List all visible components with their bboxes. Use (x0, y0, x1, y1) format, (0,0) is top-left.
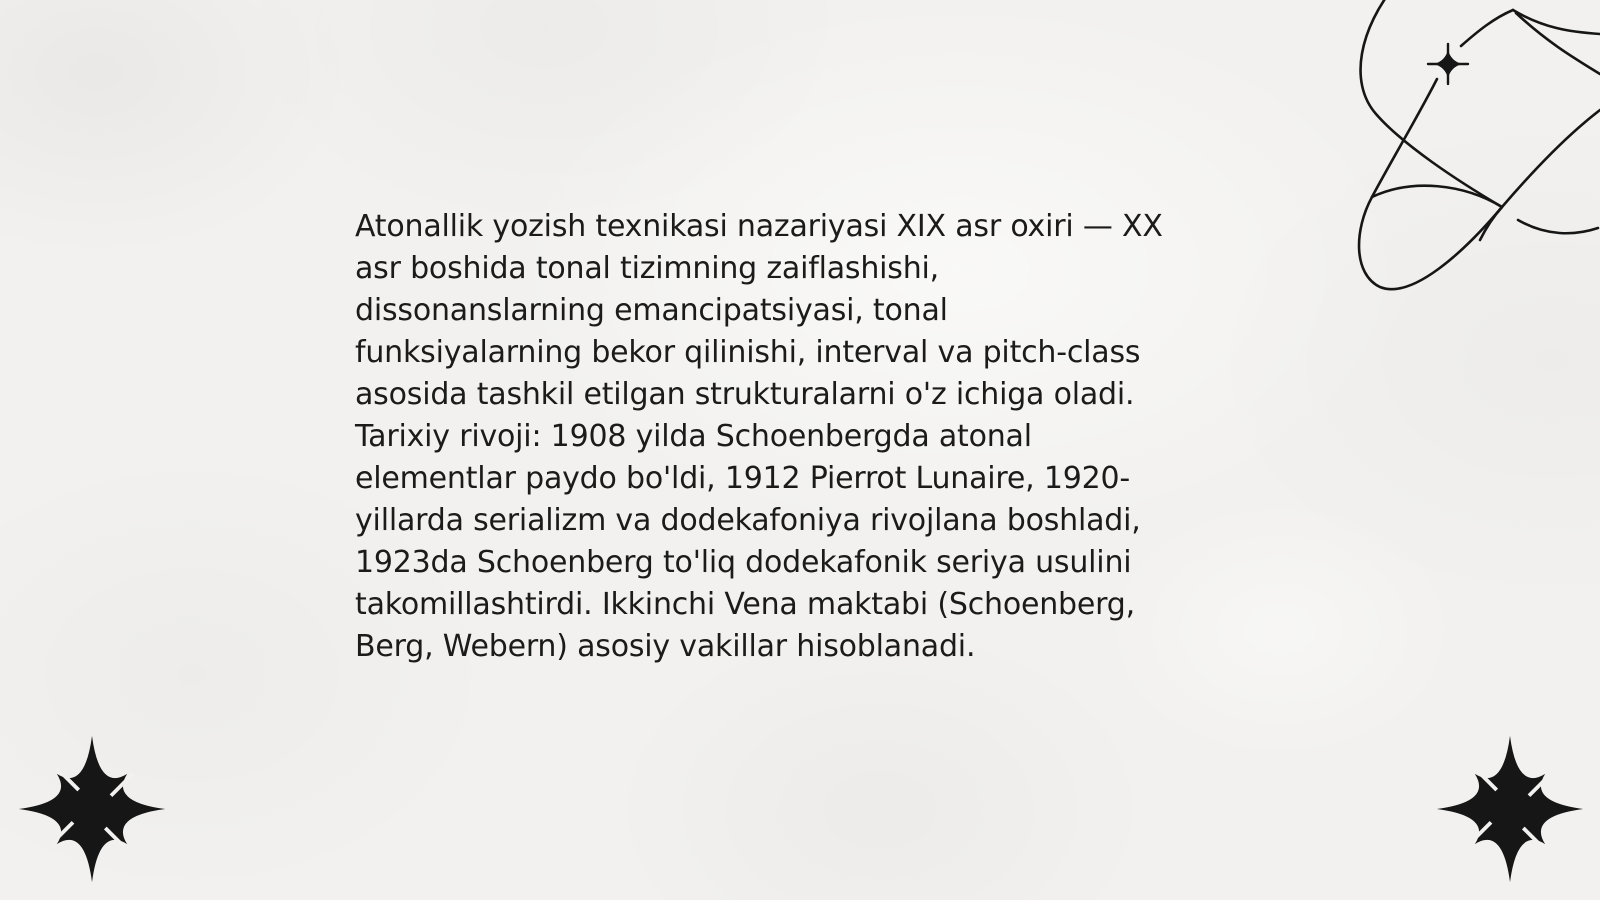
paragraph-line: dissonanslarning emancipatsiyasi, tonal (355, 293, 948, 328)
doodle-strokes (1359, 0, 1600, 289)
paragraph-line: 1923da Schoenberg to'liq dodekafonik seriya usulini (355, 545, 1132, 580)
body-text (355, 206, 1255, 668)
paragraph-line: funksiyalarning bekor qilinishi, interval va pitch-class (355, 335, 1141, 370)
paragraph-line: elementlar paydo bo'ldi, 1912 Pierrot Lunaire, 1920- (355, 461, 1130, 496)
sparkle-plus-icon (1428, 44, 1468, 84)
sparkle-center-diamond (1434, 50, 1462, 78)
paragraph-line: Atonallik yozish texnikasi nazariyasi XIX asr oxiri — XX (355, 209, 1163, 244)
paragraph-line: asosida tashkil etilgan strukturalarni o'z ichiga oladi. (355, 377, 1135, 412)
paragraph-line: Tarixiy rivoji: 1908 yilda Schoenbergda atonal (355, 419, 1032, 454)
paragraph-line: Berg, Webern) asosiy vakillar hisoblanadi. (355, 629, 976, 664)
paragraph-line: asr boshida tonal tizimning zaiflashishi, (355, 251, 939, 286)
paragraph-line: yillarda serializm va dodekafoniya rivojlana boshladi, (355, 503, 1141, 538)
starburst-icon (16, 733, 168, 885)
starburst-icon (1434, 733, 1586, 885)
orbit-doodle-illustration (1320, 0, 1600, 320)
paragraph-line: takomillashtirdi. Ikkinchi Vena maktabi (Schoenberg, (355, 587, 1135, 622)
